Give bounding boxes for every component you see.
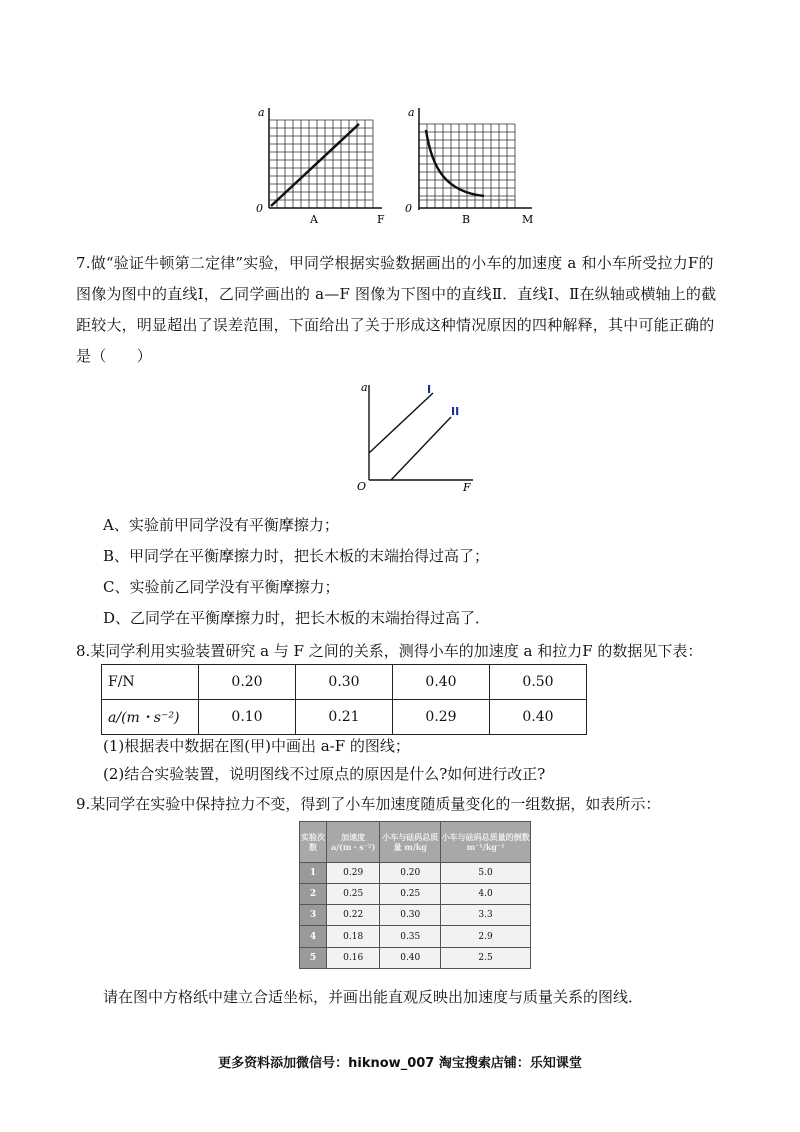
table-cell: 4.0 xyxy=(441,883,531,904)
table-cell: 0.50 xyxy=(490,665,587,700)
table-header: 加速度 a/(m・s⁻²) xyxy=(327,822,380,863)
graph-b-y-label: a xyxy=(408,106,415,119)
q7-line-2-label: II xyxy=(451,405,460,418)
table-cell: 3 xyxy=(300,905,327,926)
table-cell: 4 xyxy=(300,926,327,947)
q7-line-1 xyxy=(369,393,433,453)
q9-instruction: 请在图中方格纸中建立合适坐标，并画出能直观反映出加速度与质量关系的图线． xyxy=(103,988,644,1006)
table-row xyxy=(102,665,587,700)
table-row xyxy=(102,700,587,735)
table-row xyxy=(300,862,531,883)
table-cell: 2.9 xyxy=(441,926,531,947)
table-cell: 3.3 xyxy=(441,905,531,926)
table-cell: 0.40 xyxy=(490,700,587,735)
q7-graph-origin: O xyxy=(357,480,367,493)
table-cell: 0.25 xyxy=(380,883,441,904)
q9-text: 9.某同学在实验中保持拉力不变，得到了小车加速度随质量变化的一组数据，如表所示： xyxy=(76,795,661,813)
table-cell: 0.10 xyxy=(199,700,296,735)
table-cell: F/N xyxy=(102,665,199,700)
table-cell: 0.30 xyxy=(380,905,441,926)
table-cell: 0.21 xyxy=(296,700,393,735)
table-cell: 0.35 xyxy=(380,926,441,947)
q9-table xyxy=(299,821,531,969)
table-cell: 5 xyxy=(300,947,327,968)
graph-b-origin: 0 xyxy=(405,202,412,215)
table-cell: 2 xyxy=(300,883,327,904)
q8-table xyxy=(101,664,587,735)
q8-text: 8.某同学利用实验装置研究 a 与 F 之间的关系，测得小车的加速度 a 和拉力F 的数据见下表： xyxy=(76,642,703,660)
table-header: 实验次数 xyxy=(300,822,327,863)
q7-text: 7.做“验证牛顿第二定律”实验，甲同学根据实验数据画出的小车的加速度 a 和小车所受拉力F的图像为图中的直线Ⅰ，乙同学画出的 a—F 图像为下图中的直线Ⅱ．直线Ⅰ、Ⅱ在纵轴或横轴上的截距较大，明显超出了误差范围，下面给出了关于形成这种情况原因的四种解释，其中可能正确的是（ ） xyxy=(76,254,717,365)
table-row xyxy=(300,926,531,947)
table-cell: 0.30 xyxy=(296,665,393,700)
table-header-row xyxy=(300,822,531,863)
graph-b-caption: B xyxy=(462,213,471,225)
q7-graph xyxy=(355,377,485,495)
table-cell: 0.29 xyxy=(327,862,380,883)
table-cell: 0.22 xyxy=(327,905,380,926)
graph-b xyxy=(402,100,542,225)
q7-option-a: A、实验前甲同学没有平衡摩擦力； xyxy=(103,516,339,534)
table-cell: 5.0 xyxy=(441,862,531,883)
graph-a xyxy=(252,100,392,225)
table-row xyxy=(300,947,531,968)
page-footer: 更多资料添加微信号：hiknow_007 淘宝搜索店铺：乐知课堂 xyxy=(218,1056,582,1071)
q7-line-2 xyxy=(391,417,451,480)
table-cell: a/(m・s⁻²) xyxy=(102,700,199,735)
table-cell: 2.5 xyxy=(441,947,531,968)
table-cell: 0.40 xyxy=(380,947,441,968)
q8-sub-1: (1)根据表中数据在图(甲)中画出 a-F 的图线； xyxy=(103,737,410,755)
graph-b-x-label: M xyxy=(522,213,534,225)
q7-option-b: B、甲同学在平衡摩擦力时，把长木板的末端抬得过高了； xyxy=(103,547,490,565)
q7-option-c: C、实验前乙同学没有平衡摩擦力； xyxy=(103,578,340,596)
q7-option-d: D、乙同学在平衡摩擦力时，把长木板的末端抬得过高了． xyxy=(103,609,491,627)
q7-line-1-label: I xyxy=(427,383,432,396)
table-cell: 0.16 xyxy=(327,947,380,968)
table-cell: 0.29 xyxy=(393,700,490,735)
table-header: 小车与砝码总质量 m/kg xyxy=(380,822,441,863)
q8-sub-2: (2)结合实验装置，说明图线不过原点的原因是什么?如何进行改正? xyxy=(103,765,546,783)
table-cell: 1 xyxy=(300,862,327,883)
table-cell: 0.20 xyxy=(380,862,441,883)
table-cell: 0.40 xyxy=(393,665,490,700)
q7-graph-y-label: a xyxy=(361,381,368,394)
table-row xyxy=(300,905,531,926)
table-cell: 0.18 xyxy=(327,926,380,947)
table-header: 小车与砝码总质量的倒数 m⁻¹/kg⁻¹ xyxy=(441,822,531,863)
table-cell: 0.20 xyxy=(199,665,296,700)
table-cell: 0.25 xyxy=(327,883,380,904)
q7-graph-x-label: F xyxy=(463,481,471,494)
graph-a-origin: 0 xyxy=(256,202,263,215)
graph-a-y-label: a xyxy=(258,106,265,119)
graph-a-x-label: F xyxy=(377,213,385,225)
table-row xyxy=(300,883,531,904)
graph-a-caption: A xyxy=(310,213,318,225)
